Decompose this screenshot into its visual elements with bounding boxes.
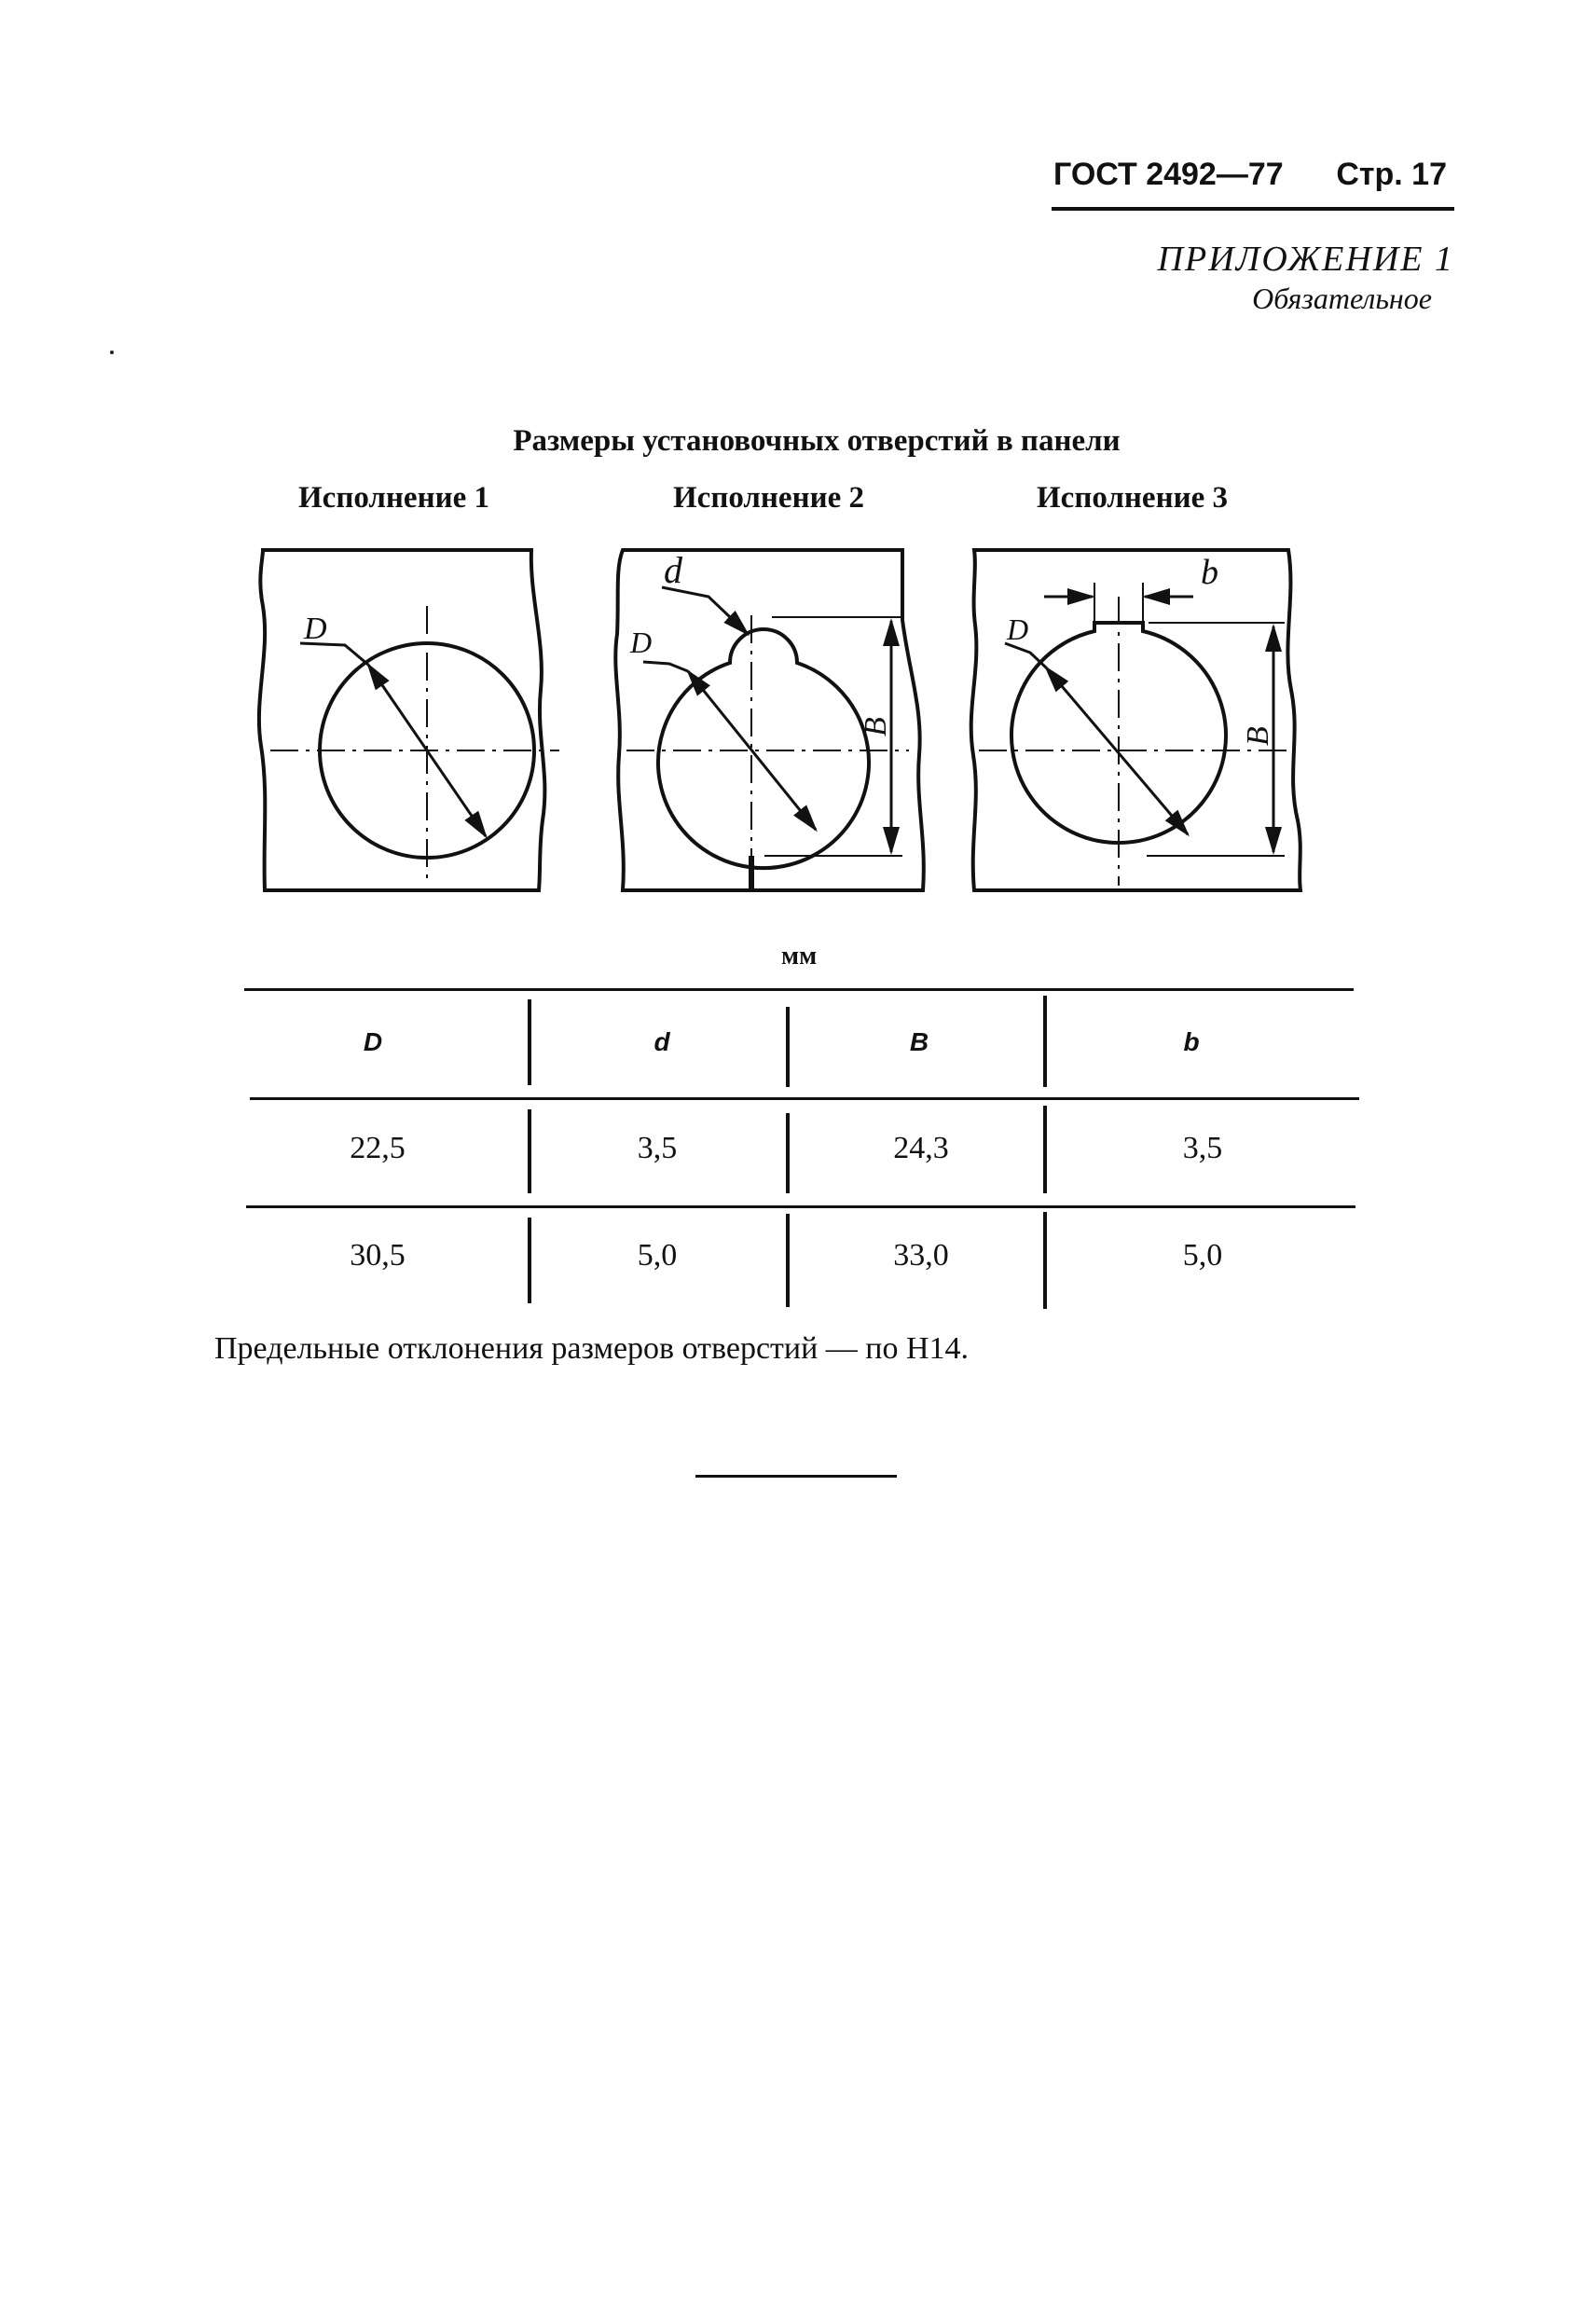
table-header-rule xyxy=(250,1097,1359,1100)
table-cell: 5,0 xyxy=(1182,1238,1223,1273)
table-cell: 30,5 xyxy=(350,1238,406,1273)
table-cell: 3,5 xyxy=(1182,1131,1223,1165)
appendix-title: ПРИЛОЖЕНИЕ 1 xyxy=(1157,240,1454,279)
variant-1-label: Исполнение 1 xyxy=(298,481,489,515)
table-col-sep xyxy=(528,1109,531,1193)
table-cell: 5,0 xyxy=(637,1238,678,1273)
table-col-sep xyxy=(786,1113,790,1193)
table-unit: мм xyxy=(781,942,818,970)
leader-D xyxy=(643,662,688,671)
variant-1-drawing xyxy=(259,550,559,890)
standard-number: ГОСТ 2492—77 xyxy=(1053,157,1284,192)
table-col-sep xyxy=(1043,1106,1047,1193)
page-number: Стр. 17 xyxy=(1336,157,1447,192)
table-col-sep xyxy=(1043,996,1047,1087)
figure-title: Размеры установочных отверстий в панели xyxy=(513,424,1121,458)
table-cell: 3,5 xyxy=(637,1131,678,1165)
mounting-holes-drawing xyxy=(0,0,1596,932)
table-header-B: B xyxy=(909,1027,929,1056)
tolerance-note: Предельные отклонения размеров отверстий — по H14. xyxy=(214,1331,970,1366)
variant-3-drawing xyxy=(971,550,1300,890)
end-rule xyxy=(695,1475,897,1478)
label-b-3: b xyxy=(1201,553,1218,592)
table-col-sep xyxy=(528,1218,531,1303)
table-cell: 22,5 xyxy=(350,1131,406,1165)
leader-d xyxy=(300,643,368,665)
table-header-D: D xyxy=(363,1027,383,1056)
table-header-d: d xyxy=(654,1027,670,1056)
variant-3-label: Исполнение 3 xyxy=(1037,481,1228,515)
label-B-2: B xyxy=(859,717,893,736)
label-d-2: d xyxy=(664,549,682,591)
table-cell: 24,3 xyxy=(893,1131,949,1165)
hole-contour xyxy=(658,629,869,868)
table-top-rule xyxy=(244,988,1354,991)
table-row-rule xyxy=(246,1205,1355,1208)
table-cell: 33,0 xyxy=(893,1238,949,1273)
label-D-2: D xyxy=(630,626,653,659)
table-col-sep xyxy=(786,1214,790,1307)
label-D-3: D xyxy=(1007,612,1029,646)
label-B-3: B xyxy=(1241,726,1275,746)
appendix-status: Обязательное xyxy=(1252,282,1432,315)
panel-outline xyxy=(971,550,1300,890)
leader-d xyxy=(662,587,748,634)
variant-2-label: Исполнение 2 xyxy=(673,481,864,515)
table-col-sep xyxy=(1043,1212,1047,1309)
table-col-sep xyxy=(528,999,531,1085)
table-header-b: b xyxy=(1183,1027,1200,1056)
table-col-sep xyxy=(786,1007,790,1087)
label-D-1: D xyxy=(304,612,327,646)
panel-outline xyxy=(259,550,544,890)
